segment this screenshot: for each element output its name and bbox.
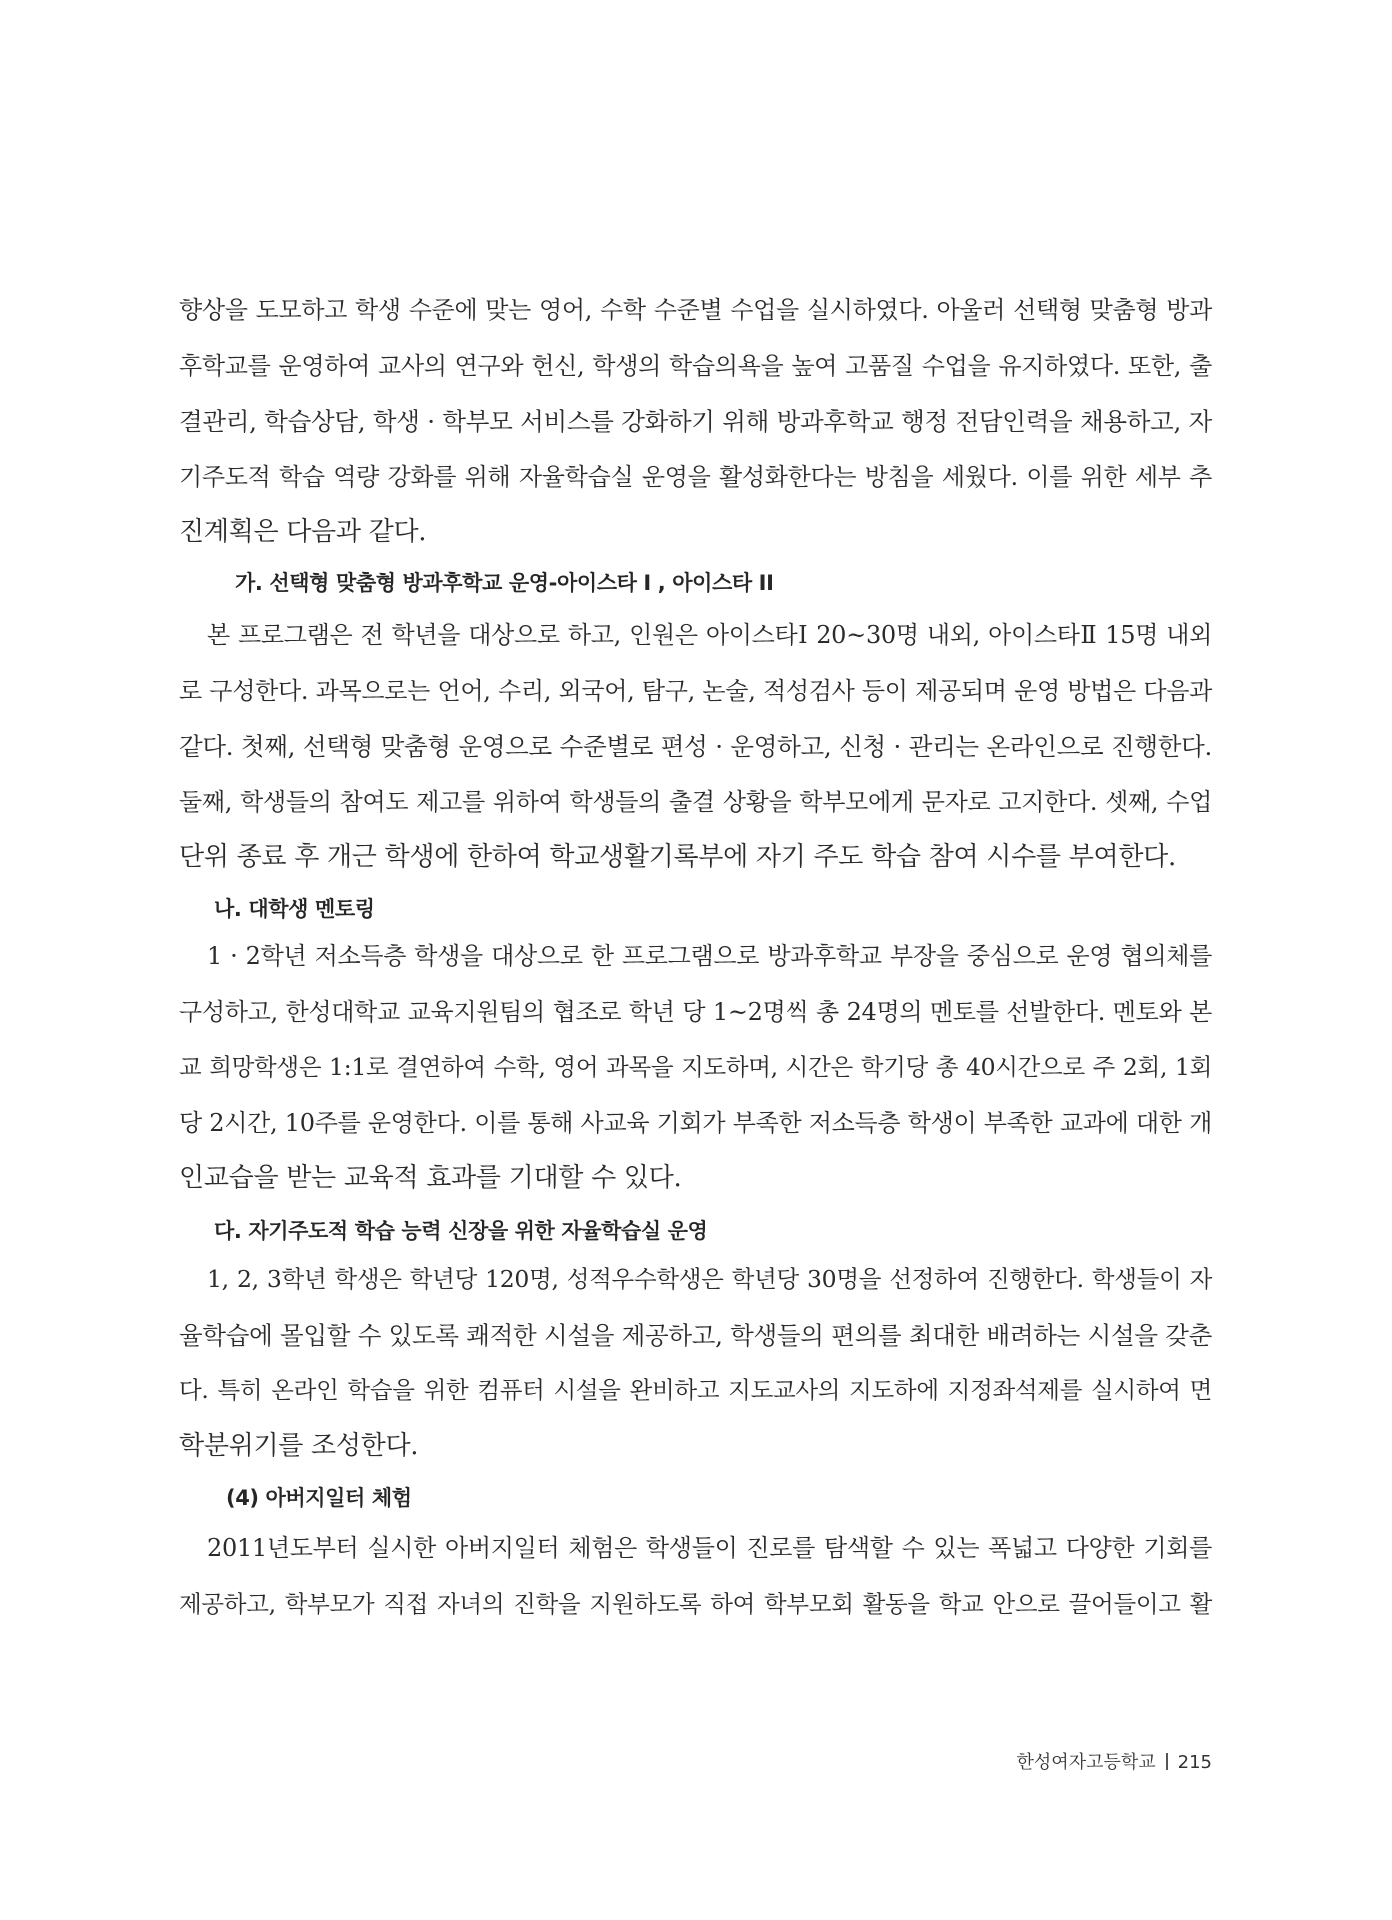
text-line: 다. 특히 온라인 학습을 위한 컴퓨터 시설을 완비하고 지도교사의 지도하에 지정좌석제를 실시하여 면 xyxy=(179,1376,1212,1404)
footer-school-name: 한성여자고등학교 xyxy=(1016,1752,1156,1773)
text-line: 제공하고, 학부모가 직접 자녀의 진학을 지원하도록 하여 학부모회 활동을 학교 안으로 끌어들이고 활 xyxy=(179,1589,1212,1618)
text-line: 학분위기를 조성한다. xyxy=(179,1430,419,1461)
text-line: 결관리, 학습상담, 학생 · 학부모 서비스를 강화하기 위해 방과후학교 행정 전담인력을 채용하고, 자 xyxy=(179,407,1212,436)
section-ga-paragraph xyxy=(179,608,1212,886)
section-na-paragraph xyxy=(179,929,1212,1207)
section-heading-4: (4) 아버지일터 체험 xyxy=(226,1486,412,1510)
text-line: 본 프로그램은 전 학년을 대상으로 하고, 인원은 아이스타Ⅰ 20~30명 내외, 아이스타Ⅱ 15명 내외 xyxy=(207,621,1212,649)
text-line: 1, 2, 3학년 학생은 학년당 120명, 성적우수학생은 학년당 30명을 선정하여 진행한다. 학생들이 자 xyxy=(207,1265,1212,1293)
text-line: 율학습에 몰입할 수 있도록 쾌적한 시설을 제공하고, 학생들의 편의를 최대한 배려하는 시설을 갖춘 xyxy=(179,1320,1212,1350)
section-4-paragraph xyxy=(179,1521,1212,1632)
text-line: 후학교를 운영하여 교사의 연구와 헌신, 학생의 학습의욕을 높여 고품질 수업을 유지하였다. 또한, 출 xyxy=(179,351,1212,380)
text-line: 1 · 2학년 저소득층 학생을 대상으로 한 프로그램으로 방과후학교 부장을 중심으로 운영 협의체를 xyxy=(207,942,1212,970)
text-line: 둘째, 학생들의 참여도 제고를 위하여 학생들의 출결 상황을 학부모에게 문자로 고지한다. 셋째, 수업 xyxy=(179,787,1212,816)
section-da-paragraph xyxy=(179,1252,1212,1474)
section-heading-da: 다. 자기주도적 학습 능력 신장을 위한 자율학습실 운영 xyxy=(214,1219,708,1243)
text-line: 구성하고, 한성대학교 교육지원팀의 협조로 학년 당 1~2명씩 총 24명의 멘토를 선발한다. 멘토와 본 xyxy=(179,997,1212,1026)
text-line: 2011년도부터 실시한 아버지일터 체험은 학생들이 진로를 탐색할 수 있는 폭넓고 다양한 기회를 xyxy=(207,1534,1212,1562)
text-line: 향상을 도모하고 학생 수준에 맞는 영어, 수학 수준별 수업을 실시하였다. 아울러 선택형 맞춤형 방과 xyxy=(179,296,1212,324)
text-line: 진계획은 다음과 같다. xyxy=(179,517,427,547)
page-number: 215 xyxy=(1177,1752,1212,1773)
page-footer xyxy=(1017,1748,1212,1774)
text-line: 로 구성한다. 과목으로는 언어, 수리, 외국어, 탐구, 논술, 적성검사 등이 제공되며 운영 방법은 다음과 xyxy=(179,676,1212,705)
intro-paragraph xyxy=(179,283,1212,561)
text-line: 인교습을 받는 교육적 효과를 기대할 수 있다. xyxy=(179,1163,682,1193)
text-line: 같다. 첫째, 선택형 맞춤형 운영으로 수준별로 편성 · 운영하고, 신청 · 관리는 온라인으로 진행한다. xyxy=(179,732,1212,761)
text-line: 당 2시간, 10주를 운영한다. 이를 통해 사교육 기회가 부족한 저소득층 학생이 부족한 교과에 대한 개 xyxy=(179,1108,1212,1137)
section-heading-ga: 가. 선택형 맞춤형 방과후학교 운영-아이스타 I , 아이스타 II xyxy=(235,571,774,595)
section-heading-na: 나. 대학생 멘토링 xyxy=(214,897,375,921)
text-line: 단위 종료 후 개근 학생에 한하여 학교생활기록부에 자기 주도 학습 참여 시수를 부여한다. xyxy=(179,842,1176,872)
text-line: 기주도적 학습 역량 강화를 위해 자율학습실 운영을 활성화한다는 방침을 세웠다. 이를 위한 세부 추 xyxy=(179,462,1212,491)
text-line: 교 희망학생은 1:1로 결연하여 수학, 영어 과목을 지도하며, 시간은 학기당 총 40시간으로 주 2회, 1회 xyxy=(179,1053,1212,1081)
footer-divider xyxy=(1166,1753,1168,1770)
